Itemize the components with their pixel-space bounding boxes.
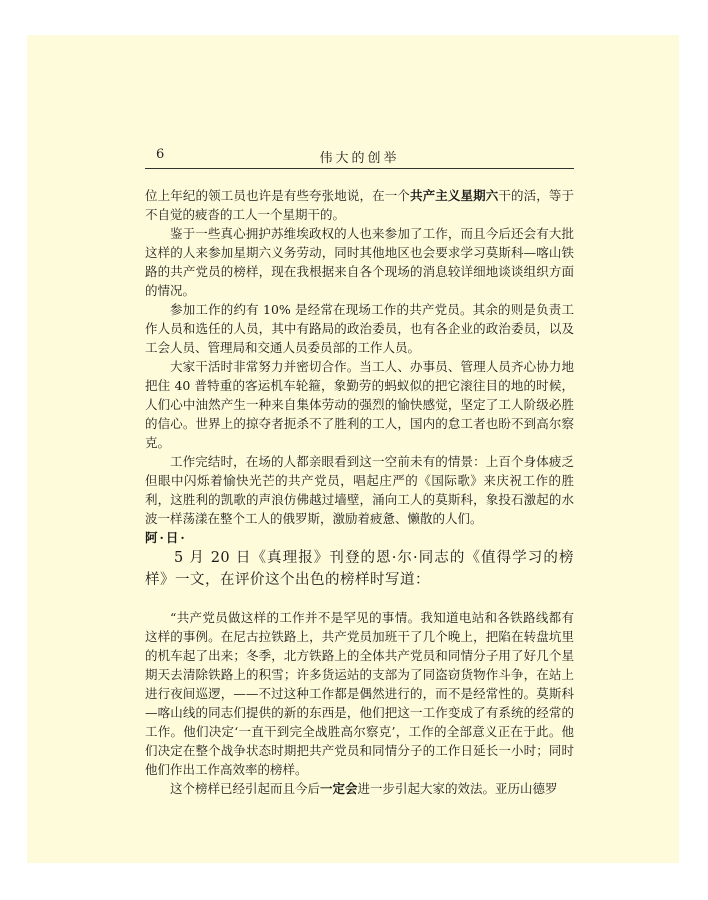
emphasis-text: 一定会 bbox=[320, 781, 358, 796]
editor-note: 5 月 20 日《真理报》刊登的恩·尔·同志的《值得学习的榜样》一文，在评价这个出色的榜样时写道： bbox=[145, 550, 574, 588]
page-number: 6 bbox=[156, 147, 165, 162]
page-header bbox=[145, 147, 574, 167]
quotation: “共产党员做这样的工作并不是罕见的事情。我知道电站和各铁路线都有这样的事例。在尼古拉铁路上，共产党员加班干了几个晚上，把陷在转盘坑里的机车起了出来；冬季，北方铁路上的全体共产党员和同情分子用了好几个星期天去清除铁路上的积雪；许多货运站的支部为了同盗窃货物作斗争，在站上进行夜间巡逻，——不过这种工作都是偶然进行的，而不是经常性的。莫斯科—喀山线的同志们提供的新的东西是，他们把这一工作变成了有系统的经常的工作。他们决定‘一直干到完全战胜高尔察克’，工作的全部意义正在于此。他们决定在整个战争状态时期把共产党员和同情分子的工作日延长一小时；同时他们作出工作高效率的榜样。 bbox=[145, 610, 574, 777]
running-title: 伟大的创举 bbox=[319, 151, 400, 166]
emphasis-text: 共产主义星期六 bbox=[410, 188, 499, 203]
paragraph-continued: 位上年纪的领工员也许是有些夸张地说，在一个共产主义星期六干的活，等于不自觉的疲沓的工人一个星期干的。 bbox=[145, 188, 574, 222]
page-body bbox=[145, 186, 574, 798]
paragraph: 这个榜样已经引起而且今后一定会进一步引起大家的效法。亚历山德罗 bbox=[170, 781, 558, 796]
header-rule bbox=[145, 168, 574, 169]
paragraph: 参加工作的约有 10% 是经常在现场工作的共产党员。其余的则是负责工作人员和选任的人员，其中有路局的政治委员，也有各企业的政治委员，以及工会人员、管理局和交通人员委员部的工作人员。 bbox=[145, 302, 574, 355]
paragraph: 大家干活时非常努力并密切合作。当工人、办事员、管理人员齐心协力地把住 40 普特重的客运机车轮箍，象勤劳的蚂蚁似的把它滚往目的地的时候，人们心中油然产生一种来自集体劳动的强烈的愉快感觉，坚定了工人阶级必胜的信心。世界上的掠夺者扼杀不了胜利的工人，国内的怠工者也盼不到高尔察克。 bbox=[145, 359, 574, 450]
author-signature: 阿·日· bbox=[145, 530, 187, 545]
paragraph: 鉴于一些真心拥护苏维埃政权的人也来参加了工作，而且今后还会有大批这样的人来参加星期六义务劳动，同时其他地区也会要求学习莫斯科—喀山铁路的共产党员的榜样，现在我根据来自各个现场的消息较详细地谈谈组织方面的情况。 bbox=[145, 226, 574, 298]
paragraph: 工作完结时，在场的人都亲眼看到这一空前未有的情景：上百个身体疲乏但眼中闪烁着愉快光芒的共产党员，唱起庄严的《国际歌》来庆祝工作的胜利，这胜利的凯歌的声浪仿佛越过墙壁，涌向工人的莫斯科，象投石激起的水波一样荡漾在整个工人的俄罗斯，激励着疲惫、懒散的人们。 bbox=[145, 454, 574, 526]
